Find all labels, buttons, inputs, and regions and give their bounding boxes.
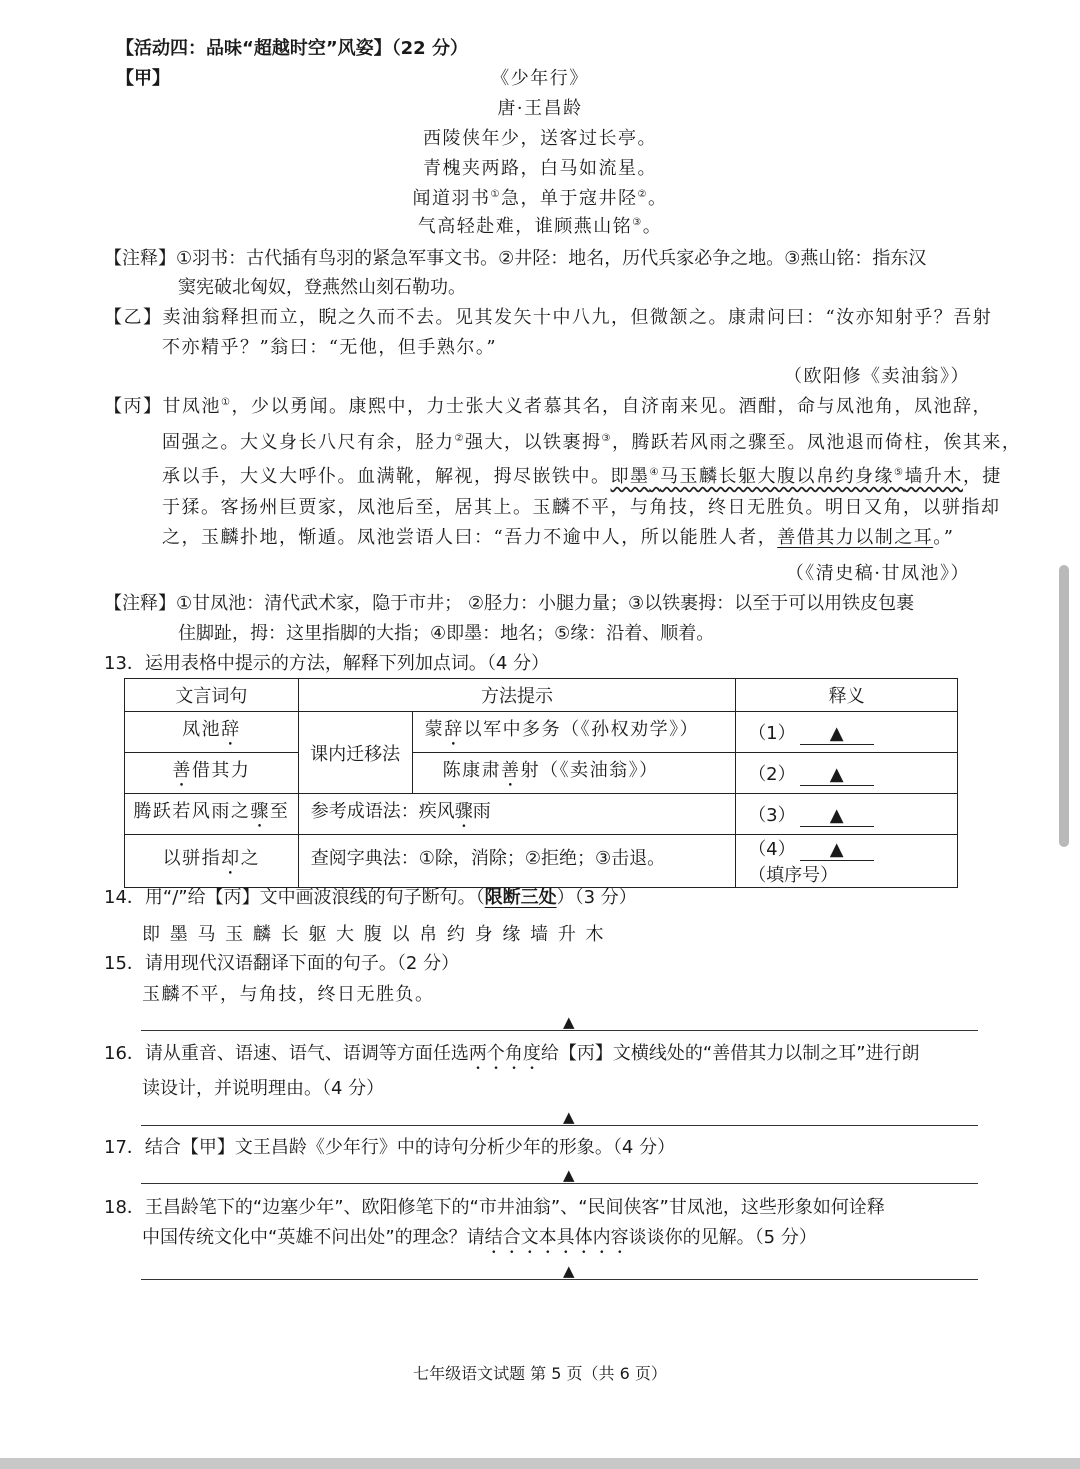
bing-notes-line-1: 【注释】①甘凤池：清代武术家，隐于市井； ②胫力：小腿力量；③以铁裹拇：以至于可以用铁皮包裹 (104, 593, 915, 614)
answer-triangle: ▲ (800, 839, 874, 861)
q13-hint-3: 参考成语法：疾风骤雨 (298, 794, 735, 835)
poem-line-2: 青槐夹两路，白马如流星。 (423, 158, 657, 179)
q18-line-1: 18．王昌龄笔下的“边塞少年”、欧阳修笔下的“市井油翁”、“民间侠客”甘凤池，这些形象如何诠释 (104, 1197, 885, 1218)
bing-source: （《清史稿·甘凤池》） (785, 563, 970, 584)
q13-answer-4[interactable]: （4） ▲（填序号） (736, 835, 958, 888)
q13-hint-2: 陈康肃善射（《卖油翁》） (412, 753, 736, 794)
section-label-jia: 【甲】 (116, 68, 170, 89)
q14-prompt: 14．用“/”给【丙】文中画波浪线的句子断句。（限断三处）（3 分） (104, 887, 637, 908)
vertical-scrollbar[interactable] (1059, 565, 1069, 847)
page-footer: 七年级语文试题 第 5 页（共 6 页） (413, 1364, 667, 1383)
bottom-bar (0, 1458, 1080, 1469)
answer-triangle: ▲ (800, 805, 874, 827)
bing-line-4: 于猱。客扬州巨贾家，凤池后至，居其上。玉麟不平，与角技，终日无胜负。明日又角，以骈指却 (162, 497, 1001, 518)
q16-line-1: 16．请从重音、语速、语气、语调等方面任选两个角度给【丙】文横线处的“善借其力以制之耳”进行朗 (104, 1043, 920, 1064)
q18-answer-line[interactable] (141, 1279, 978, 1280)
q18-line-2: 中国传统文化中“英雄不问出处”的理念？请结合文本具体内容谈谈你的见解。（5 分） (142, 1227, 817, 1248)
jia-notes-line-2: 窦宪破北匈奴，登燕然山刻石勒功。 (178, 277, 466, 298)
q13-header-method: 方法提示 (298, 679, 735, 712)
yi-line-1: 【乙】卖油翁释担而立，睨之久而不去。见其发矢十中八九，但微颔之。康肃问曰：“汝亦知射乎？吾射 (104, 307, 993, 328)
answer-triangle: ▲ (800, 723, 874, 745)
q13-answer-2[interactable]: （2） ▲ (736, 753, 958, 794)
bing-line-5: 之，玉麟扑地，惭遁。凤池尝语人曰：“吾力不逾中人，所以能胜人者，善借其力以制之耳。” (162, 527, 955, 548)
jia-notes-line-1: 【注释】①羽书：古代插有鸟羽的紧急军事文书。②井陉：地名，历代兵家必争之地。③燕山铭：指东汉 (104, 248, 927, 269)
poem-title: 《少年行》 (491, 68, 589, 89)
q13-header-meaning: 释义 (736, 679, 958, 712)
q13-answer-1[interactable]: （1） ▲ (736, 712, 958, 753)
q13-term-1: 凤池辞 (125, 712, 299, 753)
q13-term-2: 善借其力 (125, 753, 299, 794)
q15-answer-triangle: ▲ (563, 1013, 575, 1031)
answer-triangle: ▲ (800, 764, 874, 786)
yi-source: （欧阳修《卖油翁》） (784, 366, 970, 387)
activity-heading: 【活动四：品味“超越时空”风姿】（22 分） (116, 38, 468, 59)
poem-line-1: 西陵侠年少，送客过长亭。 (423, 128, 657, 149)
q13-hint-4: 查阅字典法：①除，消除；②拒绝；③击退。 (298, 835, 735, 888)
underlined-phrase: 善借其力以制之耳 (777, 527, 934, 548)
q17-prompt: 17．结合【甲】文王昌龄《少年行》中的诗句分析少年的形象。（4 分） (104, 1137, 676, 1158)
yi-line-2: 不亦精乎？”翁曰：“无他，但手熟尔。” (162, 337, 498, 358)
q13-header-term: 文言词句 (125, 679, 299, 712)
q13-table (124, 678, 958, 888)
bing-notes-line-2: 住脚趾，拇：这里指脚的大指；④即墨：地名；⑤缘：沿着、顺着。 (178, 623, 715, 644)
q13-term-3: 腾跃若风雨之骤至 (125, 794, 299, 835)
q16-line-2: 读设计，并说明理由。（4 分） (142, 1078, 385, 1099)
q13-hint-1: 蒙辞以军中多务（《孙权劝学》） (412, 712, 736, 753)
q13-method-group: 课内迁移法 (298, 712, 412, 794)
bing-line-3: 承以手，大义大呼仆。血满靴，解视，拇尽嵌铁中。即墨④马玉麟长躯大腹以帛约身缘⑤墙升木，捷 (162, 466, 1002, 487)
wavy-sentence: 即墨④马玉麟长躯大腹以帛约身缘⑤墙升木 (610, 466, 963, 487)
bing-line-2: 固强之。大义身长八尺有余，胫力②强大，以铁裹拇③，腾跃若风雨之骤至。凤池退而倚柱，俟其来， (162, 432, 1022, 453)
q16-answer-triangle: ▲ (563, 1108, 575, 1126)
q18-answer-triangle: ▲ (563, 1262, 575, 1280)
bing-line-1: 【丙】甘凤池①，少以勇闻。康熙中，力士张大义者慕其名，自济南来见。酒酣，命与凤池角，凤池辞， (104, 396, 992, 417)
q13-answer-3[interactable]: （3） ▲ (736, 794, 958, 835)
poem-line-3: 闻道羽书①急，单于寇井陉②。 (412, 188, 668, 209)
poem-author: 唐·王昌龄 (497, 98, 583, 119)
q17-answer-line[interactable] (141, 1183, 978, 1184)
q13-term-4: 以骈指却之 (125, 835, 299, 888)
q13-prompt: 13．运用表格中提示的方法，解释下列加点词。（4 分） (104, 653, 550, 674)
poem-line-4: 气高轻赴难，谁顾燕山铭③。 (417, 216, 663, 237)
q15-sentence: 玉麟不平，与角技，终日无胜负。 (142, 984, 435, 1005)
q14-sentence: 即 墨 马 玉 麟 长 躯 大 腹 以 帛 约 身 缘 墙 升 木 (142, 924, 606, 945)
q16-answer-line[interactable] (141, 1125, 978, 1126)
q17-answer-triangle: ▲ (563, 1166, 575, 1184)
q15-prompt: 15．请用现代汉语翻译下面的句子。（2 分） (104, 953, 460, 974)
q15-answer-line[interactable] (141, 1030, 978, 1031)
